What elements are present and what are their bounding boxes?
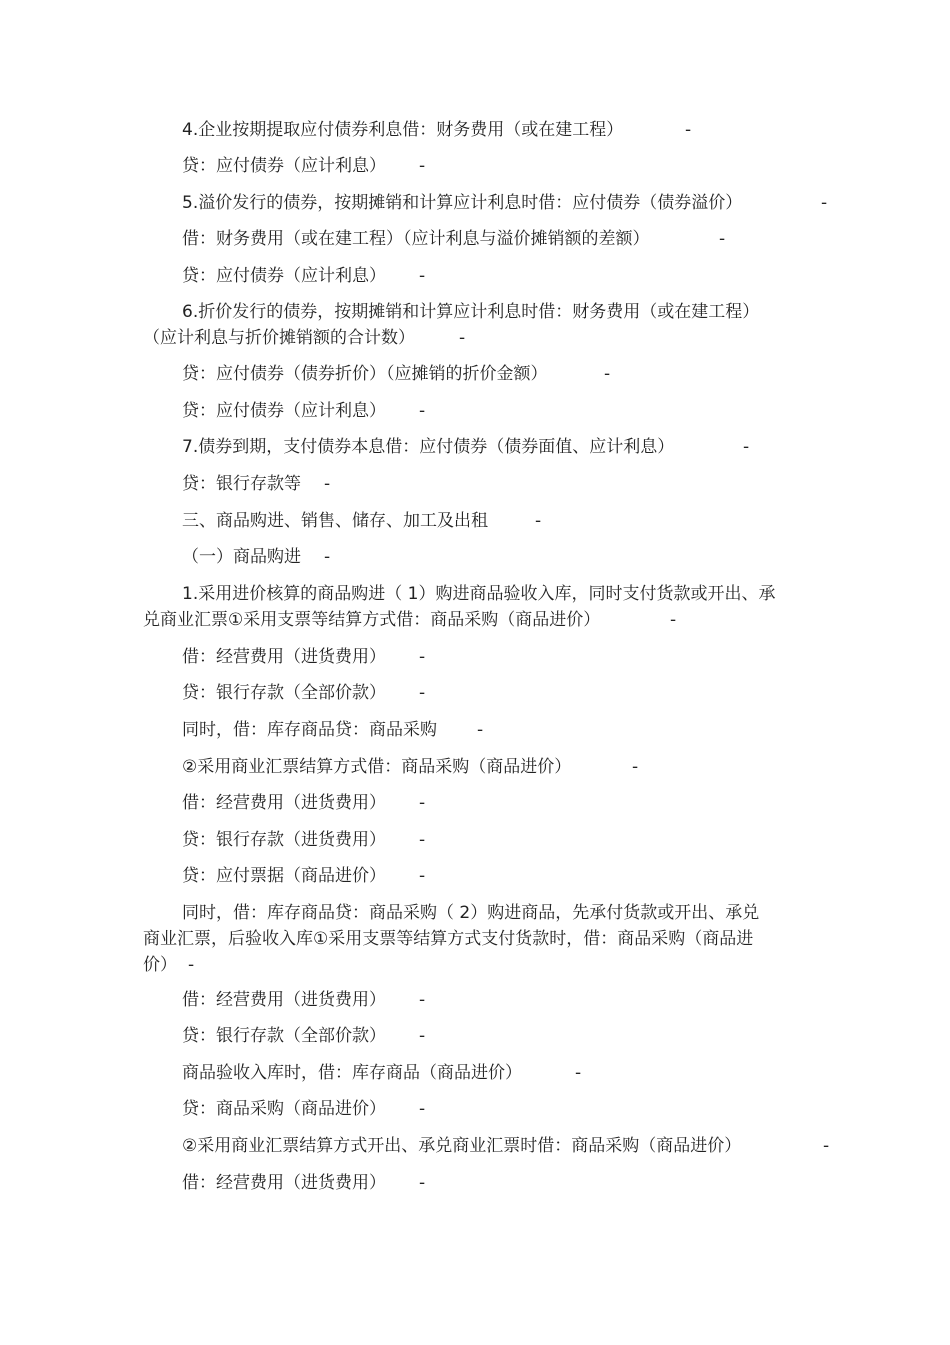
dash-mark: - [324, 474, 331, 494]
dash-mark: - [719, 229, 726, 249]
dash-mark: - [459, 328, 466, 348]
dash-mark: - [477, 720, 484, 740]
dash-mark: - [823, 1136, 830, 1156]
dash-mark: - [743, 437, 750, 457]
dash-mark: - [419, 683, 426, 703]
dash-mark: - [324, 547, 331, 567]
line-text: 6.折价发行的债券，按期摊销和计算应计利息时借：财务费用（或在建工程） [182, 302, 760, 322]
line-text: 借：经营费用（进货费用） [182, 990, 386, 1010]
dash-mark: - [419, 1173, 426, 1193]
line-text: 贷：应付债券（债券折价）（应摊销的折价金额） [182, 364, 548, 384]
line-text: 借：经营费用（进货费用） [182, 647, 386, 667]
dash-mark: - [670, 610, 677, 630]
dash-mark: - [575, 1063, 582, 1083]
line-text: 贷：应付债券（应计利息） [182, 401, 386, 421]
line-text: 兑商业汇票①采用支票等结算方式借：商品采购（商品进价） [143, 610, 601, 630]
line-text: 5.溢价发行的债券，按期摊销和计算应计利息时借：应付债券（债券溢价） [182, 193, 743, 213]
line-text: 借：经营费用（进货费用） [182, 793, 386, 813]
line-text: 贷：银行存款（全部价款） [182, 683, 386, 703]
line-text: 贷：应付票据（商品进价） [182, 866, 386, 886]
line-text: （应计利息与折价摊销额的合计数） [143, 328, 415, 348]
dash-mark: - [604, 364, 611, 384]
line-text: 同时，借：库存商品贷：商品采购 [182, 720, 437, 740]
dash-mark: - [419, 830, 426, 850]
line-text: 贷：银行存款（进货费用） [182, 830, 386, 850]
line-text: 贷：商品采购（商品进价） [182, 1099, 386, 1119]
dash-mark: - [419, 156, 426, 176]
line-text: ②采用商业汇票结算方式借：商品采购（商品进价） [182, 757, 572, 777]
line-text: ②采用商业汇票结算方式开出、承兑商业汇票时借：商品采购（商品进价） [182, 1136, 742, 1156]
dash-mark: - [685, 120, 692, 140]
line-text: 贷：应付债券（应计利息） [182, 156, 386, 176]
line-text: 4.企业按期提取应付债券利息借：财务费用（或在建工程） [182, 120, 624, 140]
dash-mark: - [632, 757, 639, 777]
line-text: 贷：银行存款等 [182, 474, 301, 494]
line-text: 贷：银行存款（全部价款） [182, 1026, 386, 1046]
line-text: 借：经营费用（进货费用） [182, 1173, 386, 1193]
line-text: 商品验收入库时，借：库存商品（商品进价） [182, 1063, 522, 1083]
dash-mark: - [419, 866, 426, 886]
line-text: 三、商品购进、销售、储存、加工及出租 [182, 511, 488, 531]
line-text: 商业汇票，后验收入库①采用支票等结算方式支付货款时，借：商品采购（商品进 [143, 929, 754, 949]
dash-mark: - [419, 1099, 426, 1119]
dash-mark: - [535, 511, 542, 531]
dash-mark: - [419, 793, 426, 813]
dash-mark: - [419, 266, 426, 286]
dash-mark: - [419, 1026, 426, 1046]
dash-mark: - [821, 193, 828, 213]
line-text: 价） [143, 955, 177, 975]
dash-mark: - [419, 647, 426, 667]
dash-mark: - [188, 955, 195, 975]
line-text: 1.采用进价核算的商品购进（ 1）购进商品验收入库，同时支付货款或开出、承 [182, 584, 776, 604]
line-text: 借：财务费用（或在建工程）（应计利息与溢价摊销额的差额） [182, 229, 650, 249]
line-text: 7.债券到期，支付债券本息借：应付债券（债券面值、应计利息） [182, 437, 675, 457]
dash-mark: - [419, 990, 426, 1010]
line-text: 贷：应付债券（应计利息） [182, 266, 386, 286]
line-text: 同时，借：库存商品贷：商品采购（ 2）购进商品，先承付货款或开出、承兑 [182, 903, 760, 923]
line-text: （一）商品购进 [182, 547, 301, 567]
dash-mark: - [419, 401, 426, 421]
